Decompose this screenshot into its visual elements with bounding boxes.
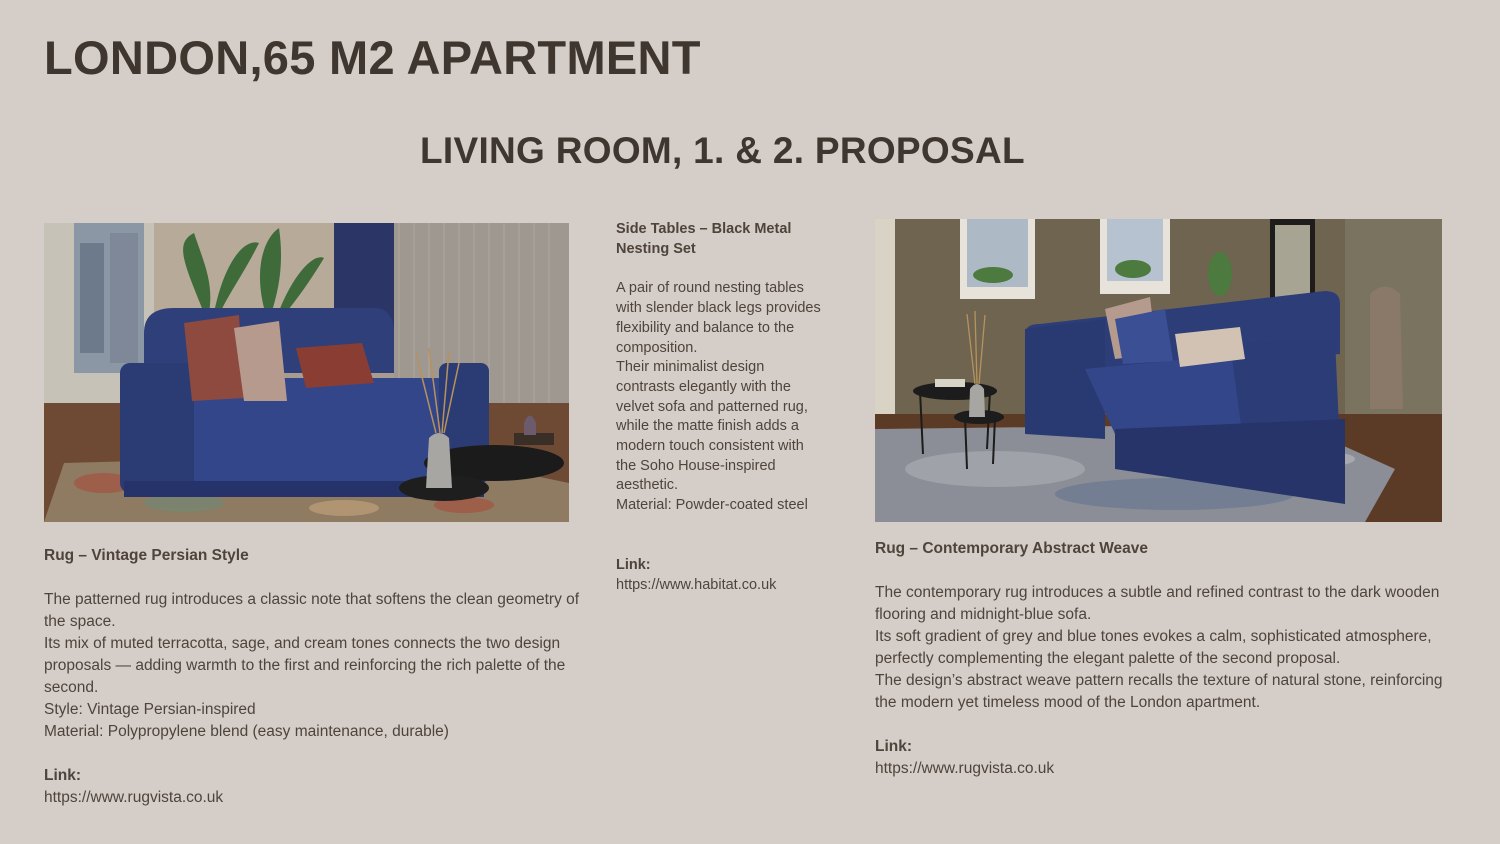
rug-contemporary-description (875, 538, 1445, 780)
rug-contemporary-paragraph-1: The contemporary rug introduces a subtle and refined contrast to the dark wooden flooring and midnight-blue sofa. (875, 584, 1440, 623)
side-tables-paragraph-1: A pair of round nesting tables with slender black legs provides flexibility and balance to the composition. (616, 280, 821, 356)
side-tables-description (616, 220, 826, 595)
rug-vintage-persian-link-label: Link: (44, 767, 82, 784)
side-tables-heading: Side Tables – Black Metal Nesting Set (616, 221, 792, 257)
rug-contemporary-link-label: Link: (875, 738, 913, 755)
side-tables-link-label: Link: (616, 556, 651, 573)
rug-contemporary-paragraph-3: The design’s abstract weave pattern recalls the texture of natural stone, reinforcing the modern yet timeless mood of the London apartment. (875, 672, 1443, 711)
rugvista-link-right[interactable]: https://www.rugvista.co.uk (875, 760, 1055, 777)
rug-vintage-persian-description (44, 545, 584, 809)
rug-vintage-persian-paragraph-1: The patterned rug introduces a classic note that softens the clean geometry of the space. (44, 591, 580, 630)
rugvista-link-left[interactable]: https://www.rugvista.co.uk (44, 789, 224, 806)
living-room-proposal-1-image (44, 223, 569, 522)
rug-vintage-persian-heading: Rug – Vintage Persian Style (44, 547, 249, 564)
rug-vintage-persian-material: Material: Polypropylene blend (easy maintenance, durable) (44, 723, 449, 740)
rug-contemporary-paragraph-2: Its soft gradient of grey and blue tones evokes a calm, sophisticated atmosphere, perfectly complementing the elegant palette of the second proposal. (875, 628, 1432, 667)
living-room-proposal-2-image (875, 219, 1442, 522)
habitat-link[interactable]: https://www.habitat.co.uk (616, 576, 777, 593)
rug-contemporary-heading: Rug – Contemporary Abstract Weave (875, 540, 1149, 557)
rug-vintage-persian-paragraph-2: Its mix of muted terracotta, sage, and cream tones connects the two design proposals — adding warmth to the first and reinforcing the rich palette of the second. (44, 635, 566, 696)
page-subtitle: LIVING ROOM, 1. & 2. PROPOSAL (420, 130, 1025, 171)
rug-vintage-persian-style: Style: Vintage Persian-inspired (44, 701, 256, 718)
page-title: LONDON,65 M2 APARTMENT (44, 31, 701, 84)
side-tables-material: Material: Powder-coated steel (616, 497, 808, 514)
side-tables-paragraph-2: Their minimalist design contrasts elegantly with the velvet sofa and patterned rug, while the matte finish adds a modern touch consistent with the Soho House-inspired aesthetic. (616, 359, 808, 494)
